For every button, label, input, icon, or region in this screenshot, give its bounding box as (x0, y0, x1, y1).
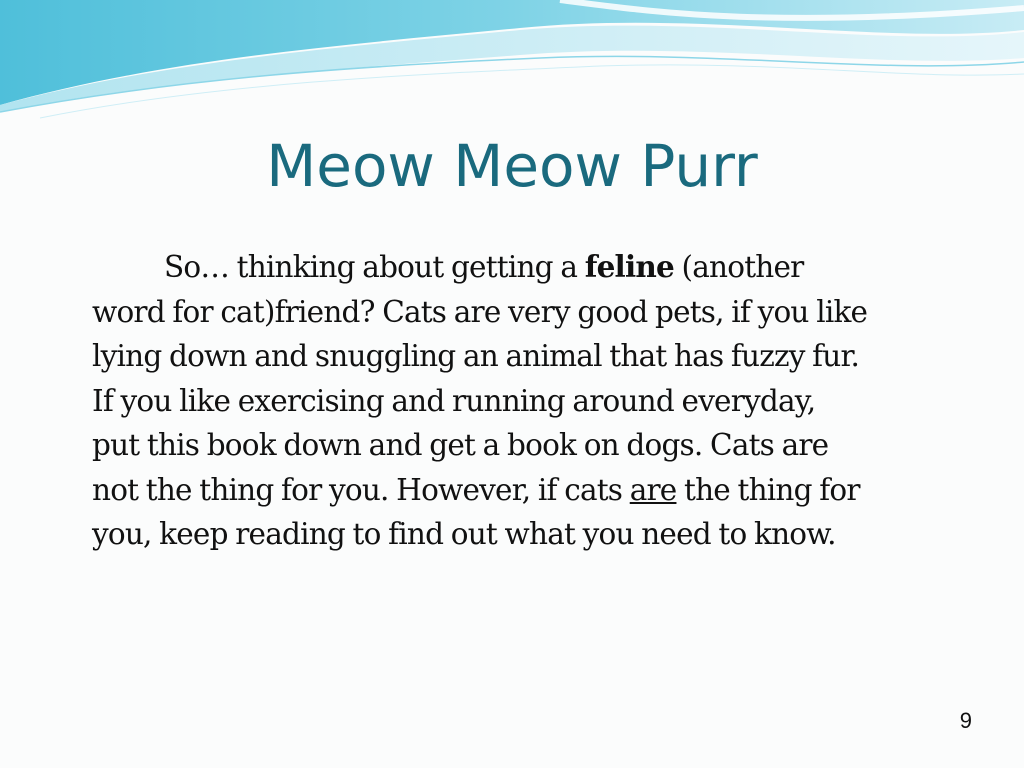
body-line-1 (92, 245, 972, 290)
body-line-6-tail: the thing for (676, 472, 860, 507)
body-line-6-text: not the thing for you. However, if cats (92, 472, 630, 507)
body-line-2: word for cat)friend? Cats are very good pets, if you like (92, 294, 868, 329)
slide-title: Meow Meow Purr (266, 132, 758, 200)
body-line-1-tail: (another (673, 250, 804, 284)
body-line-6 (92, 468, 972, 513)
feline-bold-word: feline (584, 249, 674, 284)
are-underlined-word: are (629, 472, 677, 507)
body-line-5: put this book down and get a book on dogs. Cats are (92, 428, 829, 462)
page-number: 9 (959, 708, 972, 733)
body-line-4: If you like exercising and running around everyday, (92, 383, 816, 418)
body-paragraph (92, 245, 972, 557)
header-wave-decoration (0, 0, 1024, 130)
body-line-1-text: So… thinking about getting a (164, 250, 585, 284)
body-line-3: lying down and snuggling an animal that has fuzzy fur. (92, 339, 860, 373)
body-line-7: you, keep reading to find out what you need to know. (92, 517, 836, 551)
